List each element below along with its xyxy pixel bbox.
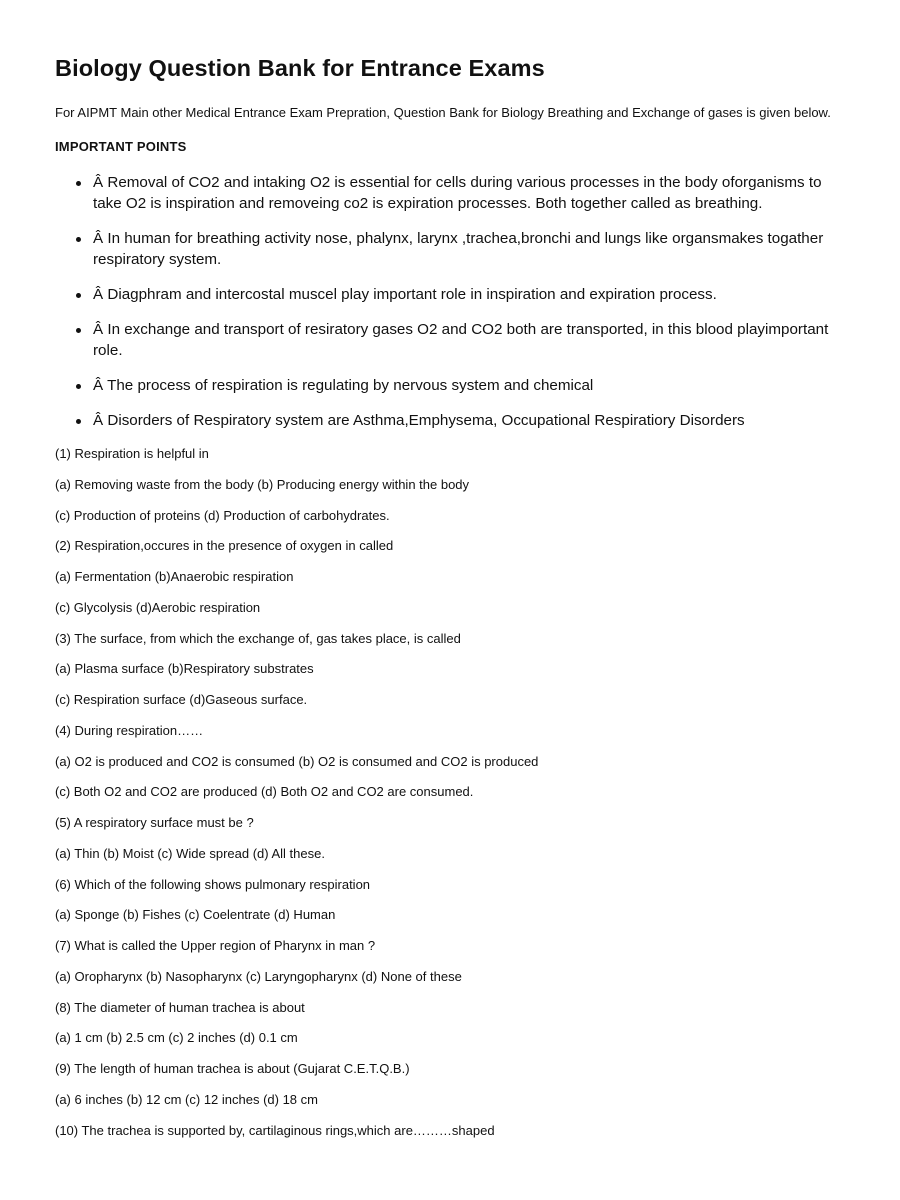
question-line: (a) Removing waste from the body (b) Producing energy within the body [55,476,470,492]
bullet-icon [76,384,81,389]
important-points-heading: IMPORTANT POINTS [55,139,187,154]
point-item [55,284,845,305]
point-item [55,410,845,431]
question-line: (5) A respiratory surface must be ? [55,815,254,830]
bullet-icon [76,419,81,424]
question-line: (6) Which of the following shows pulmonary respiration [55,876,371,892]
question-line: (3) The surface, from which the exchange of, gas takes place, is called [55,630,461,646]
point-text: Â In exchange and transport of resiratory gases O2 and CO2 both are transported, in this blood playimportant role. [93,321,829,359]
point-item [55,319,845,361]
question-list [55,445,845,1152]
question-line: (4) During respiration…… [55,722,204,738]
page-title: Biology Question Bank for Entrance Exams [55,55,545,81]
question-line: (8) The diameter of human trachea is about [55,999,305,1015]
question-line: (a) Fermentation (b)Anaerobic respiration [55,569,294,584]
question-line: (c) Glycolysis (d)Aerobic respiration [55,599,261,615]
question-line: (a) Plasma surface (b)Respiratory substrates [55,661,314,677]
point-text: Â In human for breathing activity nose, phalynx, larynx ,trachea,bronchi and lungs like organsmakes togather respiratory system. [93,230,824,268]
question-line: (a) O2 is produced and CO2 is consumed (b) O2 is consumed and CO2 is produced [55,753,539,769]
important-points-list [55,172,845,445]
point-text: Â The process of respiration is regulating by nervous system and chemical [93,377,594,394]
question-line: (7) What is called the Upper region of Pharynx in man ? [55,938,376,953]
point-item [55,172,845,214]
question-line: (2) Respiration,occures in the presence of oxygen in called [55,538,394,554]
question-line: (a) Sponge (b) Fishes (c) Coelentrate (d) Human [55,907,336,923]
question-line: (c) Production of proteins (d) Production of carbohydrates. [55,507,390,523]
bullet-icon [76,293,81,298]
point-text: Â Removal of CO2 and intaking O2 is essential for cells during various processes in the body oforganisms to take O2 is inspiration and removeing co2 is expiration processes. Both together called as breathing. [93,174,822,212]
question-line: (a) Thin (b) Moist (c) Wide spread (d) All these. [55,845,325,861]
question-line: (a) Oropharynx (b) Nasopharynx (c) Laryngopharynx (d) None of these [55,968,462,984]
point-text: Â Diagphram and intercostal muscel play important role in inspiration and expiration process. [93,286,717,303]
question-line: (1) Respiration is helpful in [55,446,209,461]
point-item [55,375,845,396]
question-line: (10) The trachea is supported by, cartilaginous rings,which are………shaped [55,1122,495,1138]
point-text: Â Disorders of Respiratory system are Asthma,Emphysema, Occupational Respiratiory Disorders [93,412,745,429]
question-line: (c) Both O2 and CO2 are produced (d) Both O2 and CO2 are consumed. [55,784,474,800]
intro-paragraph: For AIPMT Main other Medical Entrance Exam Prepration, Question Bank for Biology Breathing and Exchange of gases is given below. [55,105,831,120]
question-line: (a) 1 cm (b) 2.5 cm (c) 2 inches (d) 0.1 cm [55,1030,298,1046]
question-line: (9) The length of human trachea is about (Gujarat C.E.T.Q.B.) [55,1061,410,1076]
bullet-icon [76,237,81,242]
question-line: (c) Respiration surface (d)Gaseous surface. [55,692,308,707]
bullet-icon [76,328,81,333]
question-line: (a) 6 inches (b) 12 cm (c) 12 inches (d) 18 cm [55,1091,318,1107]
point-item [55,228,845,270]
bullet-icon [76,181,81,186]
